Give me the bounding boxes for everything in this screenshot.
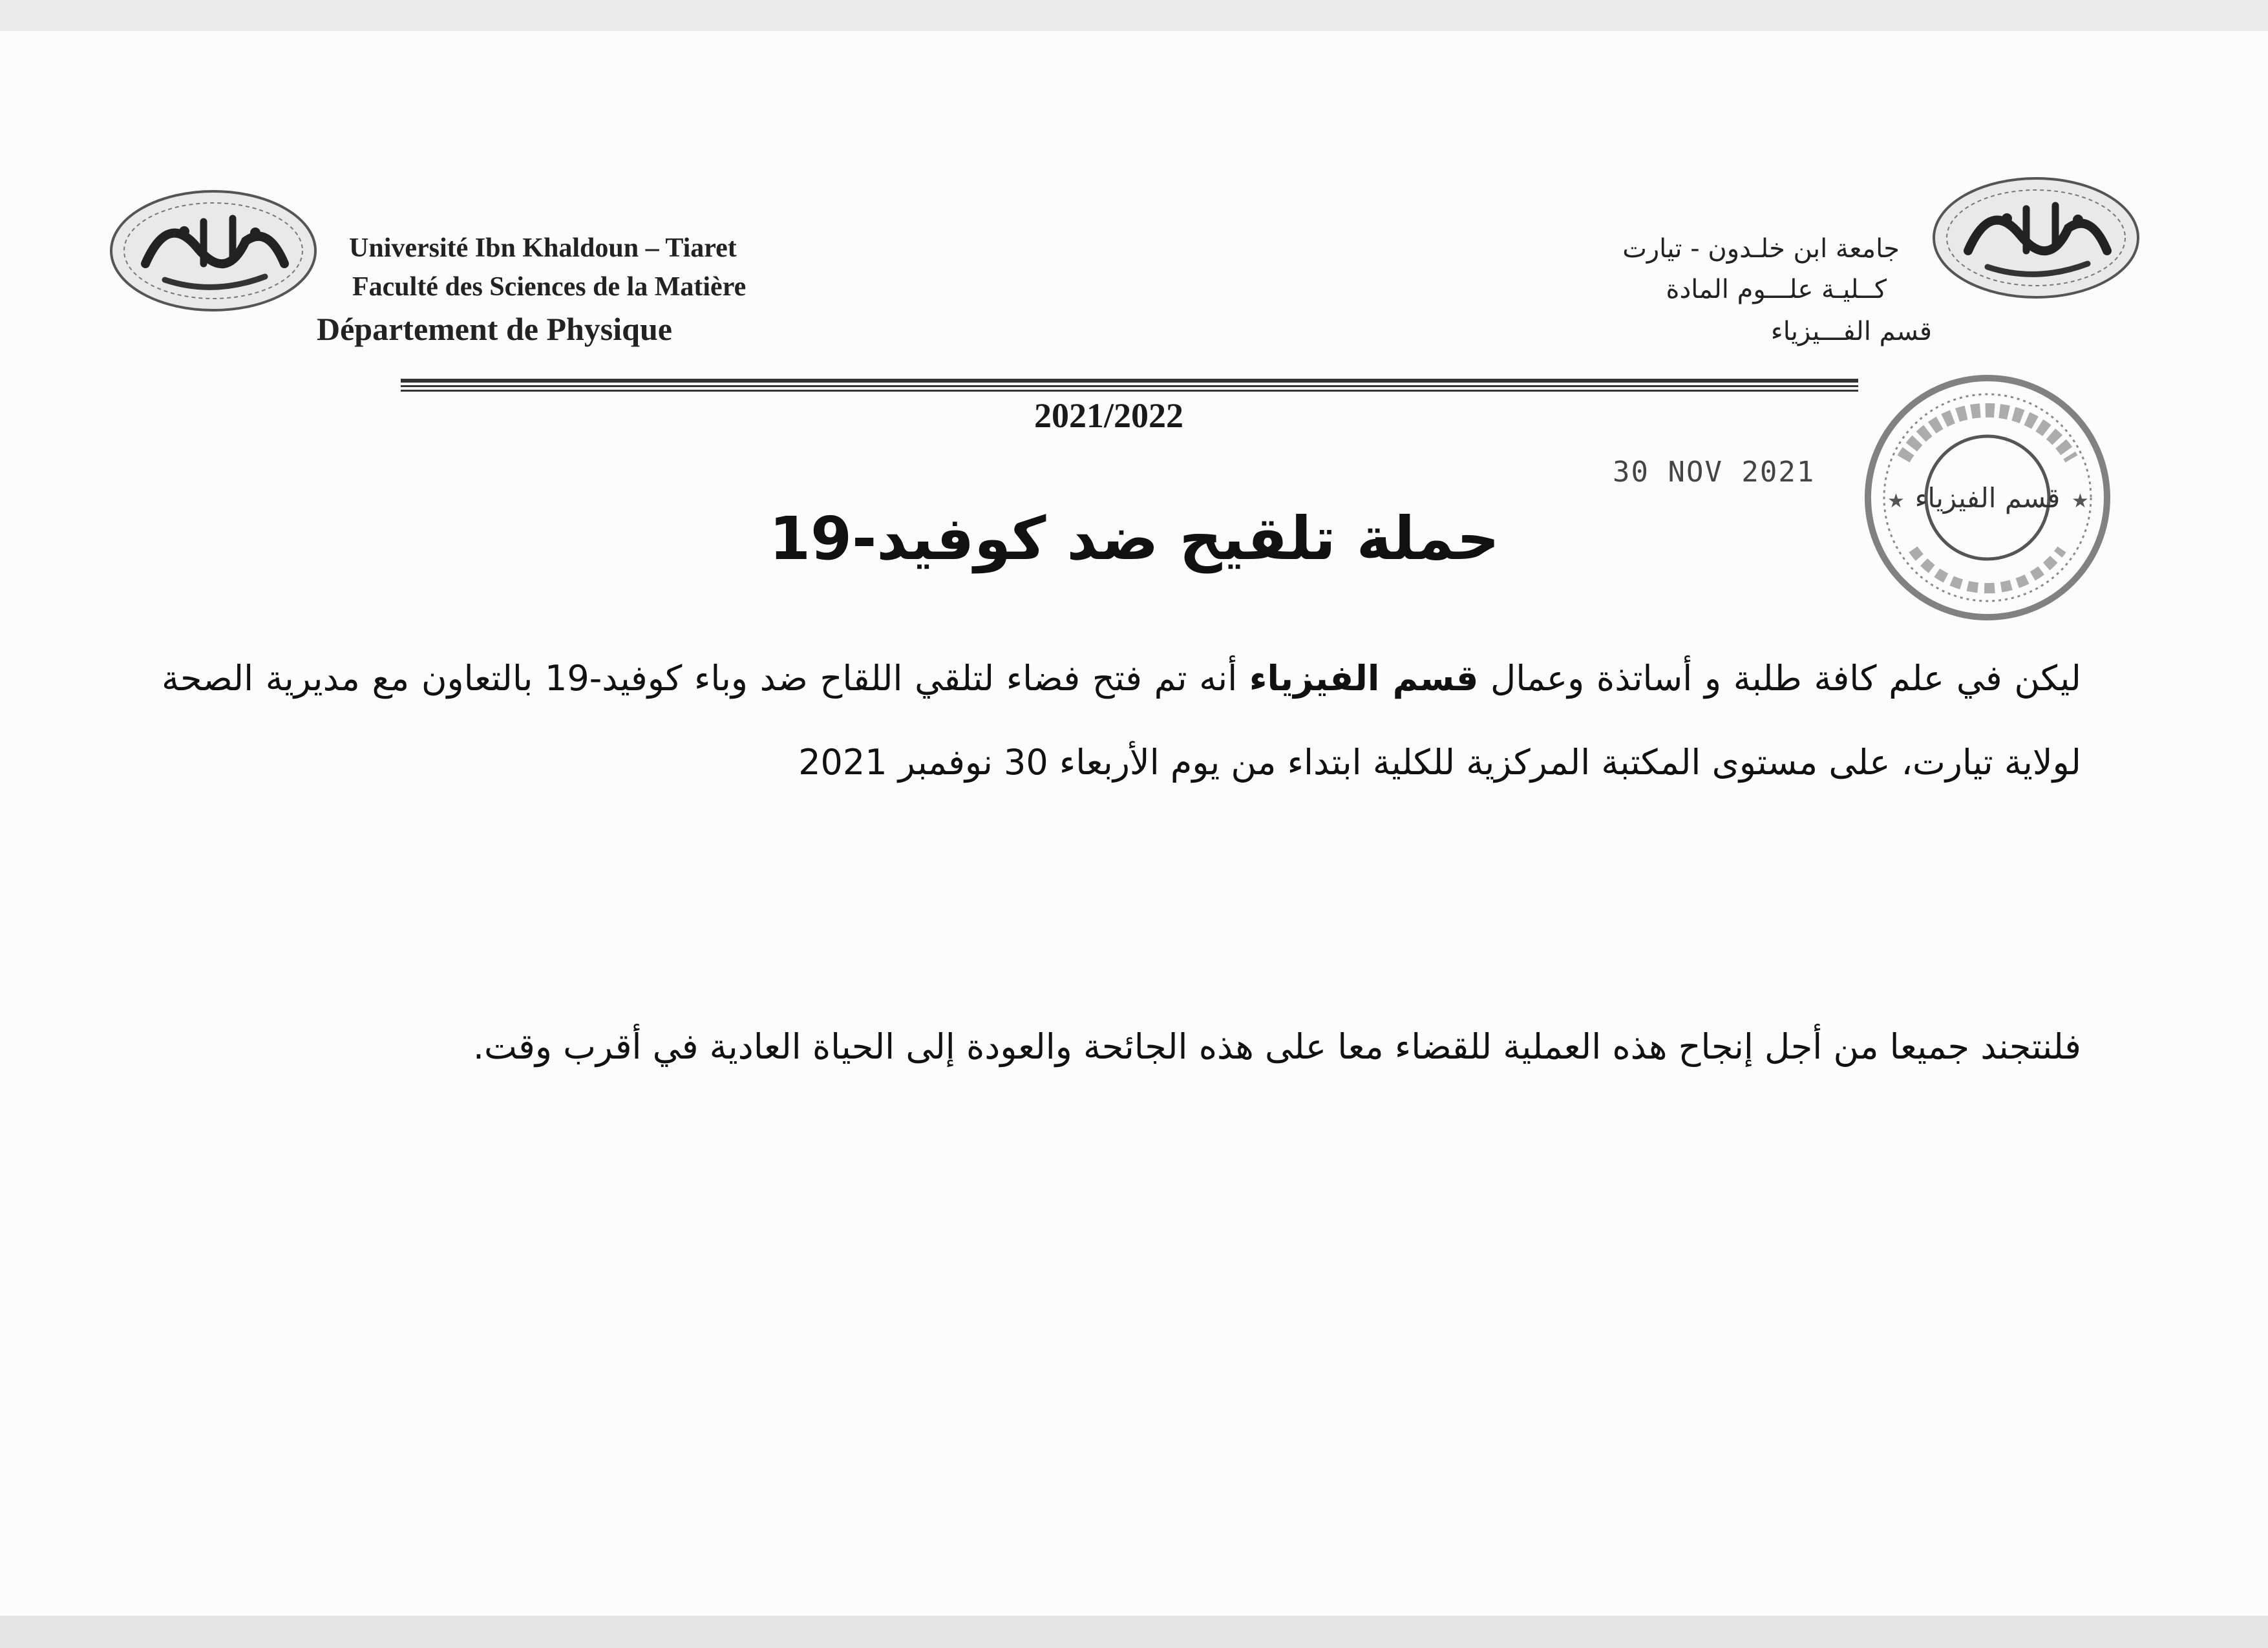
header-rule-thick: [401, 379, 1858, 383]
svg-text:★: ★: [1887, 490, 1905, 512]
svg-text:★: ★: [2072, 490, 2089, 512]
department-seal-stamp: [1858, 368, 2117, 627]
closing-paragraph: فلنتجند جميعا من أجل إنجاح هذه العملية للقضاء معا على هذه الجائحة والعودة إلى الحياة العادية في أقرب وقت.: [472, 1026, 2081, 1067]
header-rule-thin: [401, 385, 1858, 387]
scan-top-edge: [0, 0, 2268, 31]
paragraph-bold-department: قسم الفيزياء: [1249, 658, 1479, 699]
header-department-ar: قسم الفـــيزياء: [1770, 317, 1932, 346]
date-stamp: 30 NOV 2021: [1613, 456, 1816, 489]
header-university-fr: Université Ibn Khaldoun – Tiaret: [349, 233, 737, 263]
header-rule-thin: [401, 390, 1858, 392]
academic-year: 2021/2022: [1034, 396, 1184, 435]
header-department-fr: Département de Physique: [317, 311, 672, 347]
header-university-ar: جامعة ابن خلـدون - تيارت: [1622, 234, 1900, 264]
header-faculty-fr: Faculté des Sciences de la Matière: [352, 272, 747, 302]
seal-center-text: قسم الفيزياء: [1914, 482, 2061, 514]
announcement-paragraph: [162, 637, 2081, 805]
document-title: حملة تلقيح ضد كوفيد-19: [769, 504, 1500, 573]
university-logo-right: [1929, 173, 2143, 302]
paragraph-text-end: أنه تم فتح فضاء لتلقي اللقاح ضد وباء كوفيد-19 بالتعاون مع مديرية الصحة لولاية تيارت، على مستوى المكتبة المركزية للكلية ابتداء من يوم الأربعاء 30 نوفمبر 2021: [162, 658, 2081, 783]
university-logo-left: [107, 186, 320, 315]
header-faculty-ar: كــليـة علـــوم المادة: [1666, 275, 1887, 304]
paragraph-text-start: ليكن في علم كافة طلبة و أساتذة وعمال: [1478, 658, 2081, 699]
scan-bottom-edge: [0, 1616, 2268, 1648]
